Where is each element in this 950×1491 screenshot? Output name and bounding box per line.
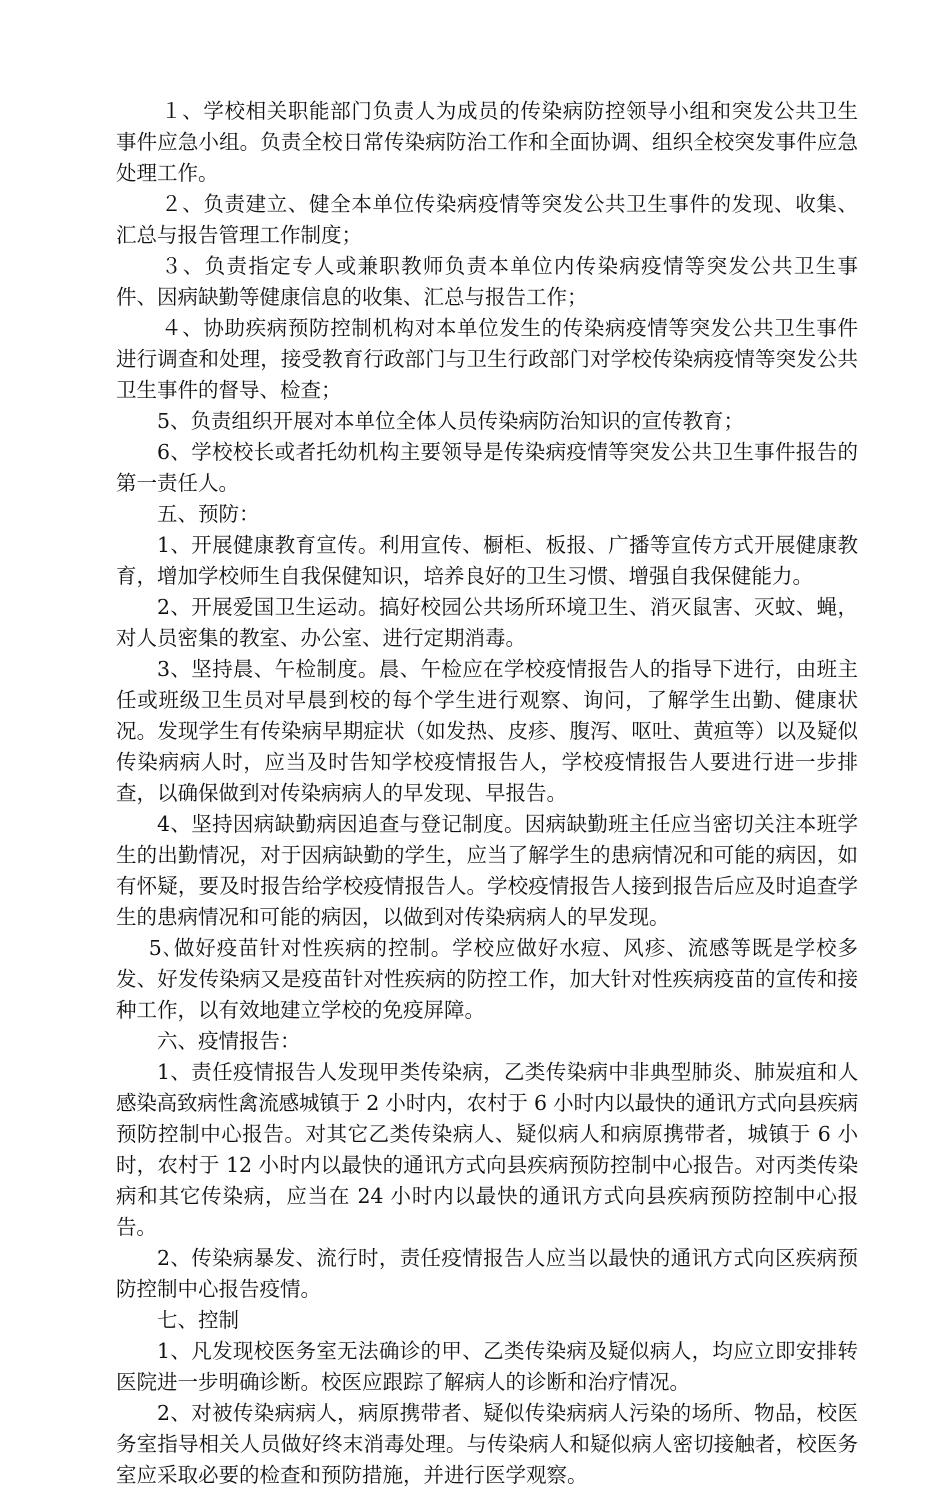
- paragraph-prevention-3: 3、坚持晨、午检制度。晨、午检应在学校疫情报告人的指导下进行，由班主任或班级卫生员对早晨到校的每个学生进行观察、询问，了解学生出勤、健康状况。发现学生有传染病早期症状（如发热、皮疹、腹泻、呕吐、黄疸等）以及疑似传染病病人时，应当及时告知学校疫情报告人，学校疫情报告人要进行进一步排查，以确保做到对传染病病人的早发现、早报告。: [116, 657, 858, 805]
- paragraph-prevention-1: 1、开展健康教育宣传。利用宣传、橱柜、板报、广播等宣传方式开展健康教育，增加学校师生自我保健知识，培养良好的卫生习惯、增强自我保健能力。: [116, 533, 858, 588]
- paragraph-control-2: 2、对被传染病病人，病原携带者、疑似传染病病人污染的场所、物品，校医务室指导相关人员做好终末消毒处理。与传染病人和疑似病人密切接触者，校医务室应采取必要的检查和预防措施，并进行医学观察。: [116, 1401, 858, 1487]
- paragraph-duty-3: ３、负责指定专人或兼职教师负责本单位内传染病疫情等突发公共卫生事件、因病缺勤等健康信息的收集、汇总与报告工作；: [116, 254, 858, 309]
- section-heading-report: 六、疫情报告：: [157, 1029, 301, 1053]
- paragraph-prevention-5: 5､做好疫苗针对性疾病的控制。学校应做好水痘、风疹、流感等既是学校多发、好发传染病又是疫苗针对性疾病的防控工作，加大针对性疾病疫苗的宣传和接种工作，以有效地建立学校的免疫屏障。: [116, 936, 858, 1022]
- paragraph-duty-2: ２、负责建立、健全本单位传染病疫情等突发公共卫生事件的发现、收集、汇总与报告管理工作制度；: [116, 192, 858, 247]
- paragraph-duty-1: １、学校相关职能部门负责人为成员的传染病防控领导小组和突发公共卫生事件应急小组。负责全校日常传染病防治工作和全面协调、组织全校突发事件应急处理工作。: [116, 99, 858, 185]
- paragraph-duty-5: 5、负责组织开展对本单位全体人员传染病防治知识的宣传教育；: [157, 409, 745, 433]
- paragraph-report-2: 2、传染病暴发、流行时，责任疫情报告人应当以最快的通讯方式向区疾病预防控制中心报告疫情。: [116, 1246, 858, 1301]
- paragraph-duty-4: ４、协助疾病预防控制机构对本单位发生的传染病疫情等突发公共卫生事件进行调查和处理，接受教育行政部门与卫生行政部门对学校传染病疫情等突发公共卫生事件的督导、检查；: [116, 316, 858, 402]
- paragraph-prevention-2: 2、开展爱国卫生运动。搞好校园公共场所环境卫生、消灭鼠害、灭蚊、蝇，对人员密集的教室、办公室、进行定期消毒。: [116, 595, 858, 650]
- paragraph-control-1: 1、凡发现校医务室无法确诊的甲、乙类传染病及疑似病人，均应立即安排转医院进一步明确诊断。校医应跟踪了解病人的诊断和治疗情况。: [116, 1339, 858, 1394]
- section-heading-control: 七、控制: [157, 1308, 239, 1332]
- paragraph-duty-6: 6、学校校长或者托幼机构主要领导是传染病疫情等突发公共卫生事件报告的第一责任人。: [116, 440, 858, 495]
- paragraph-report-1: 1、责任疫情报告人发现甲类传染病，乙类传染病中非典型肺炎、肺炭疽和人感染高致病性禽流感城镇于 2 小时内，农村于 6 小时内以最快的通讯方式向县疾病预防控制中心报告。对其它乙类传染病人、疑似病人和病原携带者，城镇于 6 小时，农村于 12 小时内以最快的通讯方式向县疾病预防控制中心报告。对丙类传染病和其它传染病，应当在 24 小时内以最快的通讯方式向县疾病预防控制中心报告。: [116, 1060, 858, 1239]
- document-body: [116, 96, 858, 1491]
- paragraph-prevention-4: 4、坚持因病缺勤病因追查与登记制度。因病缺勤班主任应当密切关注本班学生的出勤情况，对于因病缺勤的学生，应当了解学生的患病情况和可能的病因，如有怀疑，要及时报告给学校疫情报告人。学校疫情报告人接到报告后应及时追查学生的患病情况和可能的病因，以做到对传染病病人的早发现。: [116, 812, 858, 929]
- section-heading-prevention: 五、预防：: [157, 502, 260, 526]
